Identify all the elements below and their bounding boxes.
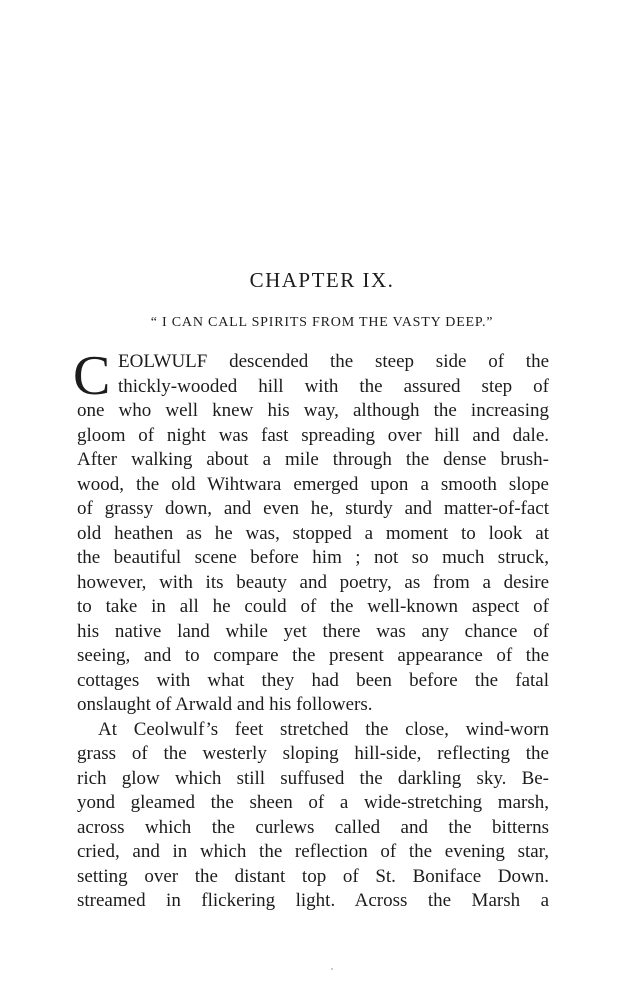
text-line: however, with its beauty and poetry, as from a desire (77, 572, 549, 593)
text-line: At Ceolwulf’s feet stretched the close, wind-worn (98, 719, 549, 740)
text-line: gloom of night was fast spreading over hill and dale. (77, 425, 549, 446)
text-line: old heathen as he was, stopped a moment to look at (77, 523, 549, 544)
text-line: seeing, and to compare the present appearance of the (77, 645, 549, 666)
text-line: rich glow which still suffused the darkling sky. Be- (77, 768, 549, 789)
text-line: one who well knew his way, although the increasing (77, 400, 549, 421)
text-line: of grassy down, and even he, sturdy and matter-of-fact (77, 498, 549, 519)
epigraph: “ I CAN CALL SPIRITS FROM THE VASTY DEEP.” (150, 315, 494, 330)
chapter-title: CHAPTER IX. (249, 268, 395, 292)
page-speck (331, 968, 333, 970)
drop-cap: C (73, 345, 111, 407)
text-line: to take in all he could of the well-known aspect of (77, 596, 549, 617)
text-line: thickly-wooded hill with the assured step of (118, 376, 549, 397)
text-line: onslaught of Arwald and his followers. (77, 694, 373, 715)
text-line: setting over the distant top of St. Boniface Down. (77, 866, 549, 887)
text-line: grass of the westerly sloping hill-side, reflecting the (77, 743, 549, 764)
text-line: the beautiful scene before him ; not so much struck, (77, 547, 549, 568)
text-line: cottages with what they had been before the fatal (77, 670, 549, 691)
text-line: EOLWULF descended the steep side of the (118, 351, 549, 372)
text-line: wood, the old Wihtwara emerged upon a smooth slope (77, 474, 549, 495)
text-line: across which the curlews called and the bitterns (77, 817, 549, 838)
text-line: his native land while yet there was any chance of (77, 621, 549, 642)
text-line: streamed in flickering light. Across the Marsh a (77, 890, 549, 911)
text-line: yond gleamed the sheen of a wide-stretching marsh, (77, 792, 549, 813)
text-line: cried, and in which the reflection of the evening star, (77, 841, 549, 862)
text-line: After walking about a mile through the dense brush- (77, 449, 549, 470)
